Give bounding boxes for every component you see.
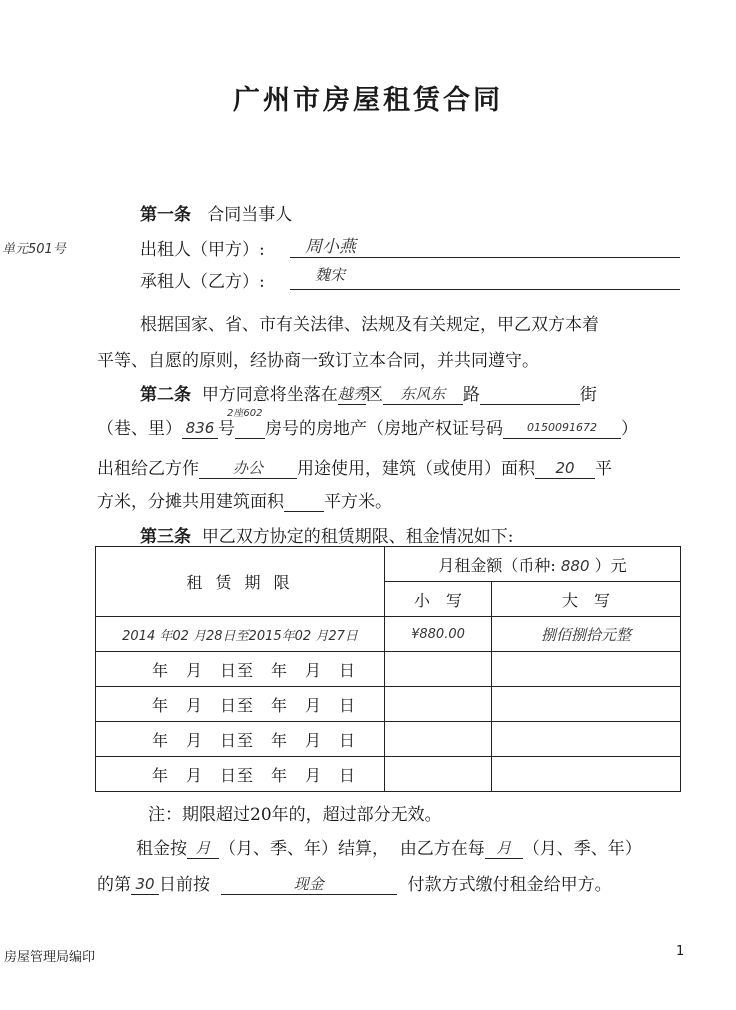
article2-t13: 平方米。 <box>324 492 392 512</box>
period-cell: 2014 年02 月28日至2015年02 月27日 <box>96 617 385 652</box>
big-cell <box>492 757 681 792</box>
settle-line1 <box>136 834 642 859</box>
margin-note: 单元501号 <box>2 242 66 257</box>
table-row <box>96 722 681 757</box>
article1-text: 合同当事人 <box>207 205 293 225</box>
room-value: 2座602 <box>227 408 263 419</box>
article2-line4 <box>97 487 392 512</box>
payment-method-value: 现金 <box>221 874 397 895</box>
lessee-underline <box>290 289 680 290</box>
para1-line1: 根据国家、省、市有关法律、法规及有关规定，甲乙双方本着 <box>140 315 599 335</box>
settle-t5: 的第 <box>97 875 131 895</box>
rent-header-suffix: ）元 <box>594 555 627 575</box>
lessor-underline <box>290 257 680 258</box>
para1-line2: 平等、自愿的原则，经协商一致订立本合同，并共同遵守。 <box>97 351 539 371</box>
table-row <box>96 652 681 687</box>
small-cell: ¥880.00 <box>385 617 492 652</box>
period-cell: 年 月 日至 年 月 日 <box>96 757 385 792</box>
article2-t4: 街 <box>579 385 597 405</box>
table-row <box>96 617 681 652</box>
article2-t5: （巷、里） <box>97 419 182 439</box>
cert-value: 0150091672 <box>503 418 621 439</box>
article3-heading: 第三条 <box>140 527 191 547</box>
settle-t4: （月、季、年） <box>522 839 642 859</box>
settle-t7: 付款方式缴付租金给甲方。 <box>407 875 612 895</box>
settle-line2 <box>97 870 612 895</box>
lessor-value: 周小燕 <box>305 237 356 257</box>
article1-heading: 第一条 <box>140 205 191 225</box>
article2-line1 <box>140 380 597 405</box>
period-cell: 年 月 日至 年 月 日 <box>96 652 385 687</box>
big-cell <box>492 722 681 757</box>
settle-pay-period-value: 月 <box>485 838 523 859</box>
note: 注：期限超过20年的，超过部分无效。 <box>148 805 442 825</box>
article3-text: 甲乙双方协定的租赁期限、租金情况如下: <box>201 527 514 547</box>
period-cell: 年 月 日至 年 月 日 <box>96 722 385 757</box>
room-blank <box>227 408 265 439</box>
area-value: 20 <box>535 458 595 479</box>
big-cell: 捌佰捌拾元整 <box>492 617 681 652</box>
settle-period-value: 月 <box>187 838 219 859</box>
small-header: 小 写 <box>385 582 492 617</box>
page-number: 1 <box>676 944 685 959</box>
article2-line3 <box>97 454 612 479</box>
small-cell <box>385 757 492 792</box>
small-cell <box>385 652 492 687</box>
period-header: 租 赁 期 限 <box>96 547 385 617</box>
article2-t6: 号 <box>218 419 235 439</box>
article2-heading: 第二条 <box>140 385 191 405</box>
lessee-value: 魏宋 <box>315 266 346 284</box>
big-header: 大 写 <box>492 582 681 617</box>
currency-value: 880 <box>560 556 590 575</box>
district-value: 越秀 <box>337 385 368 403</box>
settle-t2: （月、季、年）结算， <box>219 839 389 859</box>
street-blank <box>480 384 580 405</box>
lessor-label: 出租人（甲方）: <box>140 240 265 260</box>
article2-t12: 方米，分摊共用建筑面积 <box>97 492 284 512</box>
rent-header-prefix: 月租金额（币种: <box>438 555 556 575</box>
footer-publisher: 房屋管理局编印 <box>4 950 96 965</box>
article2-t10: 用途使用，建筑（或使用）面积 <box>297 459 535 479</box>
settle-t6: 日前按 <box>159 875 210 895</box>
small-cell <box>385 722 492 757</box>
road-value: 东风东 <box>383 384 463 405</box>
settle-t3: 由乙方在每 <box>399 839 485 859</box>
big-cell <box>492 687 681 722</box>
rent-table <box>95 546 681 792</box>
small-cell <box>385 687 492 722</box>
settle-t1: 租金按 <box>136 839 187 859</box>
article2-t11: 平 <box>595 459 612 479</box>
article2-t1: 甲方同意将坐落在 <box>201 385 338 405</box>
settle-day-value: 30 <box>131 874 159 895</box>
document-title: 广州市房屋租赁合同 <box>233 85 503 116</box>
period-cell: 年 月 日至 年 月 日 <box>96 687 385 722</box>
article1-line <box>140 200 292 225</box>
article2-t9: 出租给乙方作 <box>97 459 199 479</box>
article2-t2: 区 <box>365 385 383 405</box>
table-row <box>96 757 681 792</box>
table-header-row-1 <box>96 547 681 582</box>
article3-line <box>140 522 514 547</box>
number-value: 836 <box>182 418 218 439</box>
article2-t3: 路 <box>462 385 480 405</box>
rent-header <box>385 547 681 582</box>
use-value: 办公 <box>199 458 297 479</box>
article2-t7: 房号的房地产（房地产权证号码 <box>265 419 503 439</box>
article2-line2 <box>97 408 638 439</box>
article2-t8: ） <box>621 419 638 439</box>
shared-area-blank <box>284 491 324 512</box>
table-row <box>96 687 681 722</box>
big-cell <box>492 652 681 687</box>
lessee-label: 承租人（乙方）: <box>140 272 265 292</box>
